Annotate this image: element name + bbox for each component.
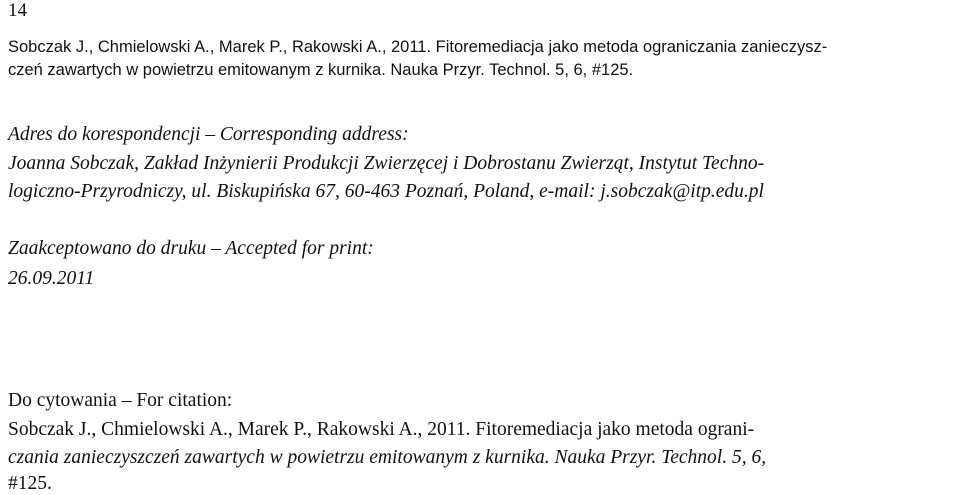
citation-line: czania zanieczyszczeń zawartych w powietrzu emitowanym z kurnika. Nauka Przyr. Technol. 5, 6,	[8, 447, 767, 468]
correspondence-heading: Adres do korespondencji – Corresponding address:	[8, 124, 409, 145]
citation-heading: Do cytowania – For citation:	[8, 390, 233, 411]
accepted-heading: Zaakceptowano do druku – Accepted for print:	[8, 238, 374, 259]
citation-line: #125.	[8, 473, 52, 494]
correspondence-address-line: logiczno-Przyrodniczy, ul. Biskupińska 67, 60-463 Poznań, Poland, e-mail: j.sobczak@itp.edu.pl	[8, 181, 764, 202]
reference-line: Sobczak J., Chmielowski A., Marek P., Rakowski A., 2011. Fitoremediacja jako metoda ograniczania zanieczysz-	[8, 38, 828, 56]
accepted-date: 26.09.2011	[8, 268, 95, 289]
page-number: 14	[8, 0, 27, 21]
reference-line: czeń zawartych w powietrzu emitowanym z kurnika. Nauka Przyr. Technol. 5, 6, #125.	[8, 61, 634, 79]
correspondence-address-line: Joanna Sobczak, Zakład Inżynierii Produkcji Zwierzęcej i Dobrostanu Zwierząt, Instytut Techno-	[8, 153, 765, 174]
citation-line: Sobczak J., Chmielowski A., Marek P., Rakowski A., 2011. Fitoremediacja jako metoda ograni-	[8, 419, 755, 440]
